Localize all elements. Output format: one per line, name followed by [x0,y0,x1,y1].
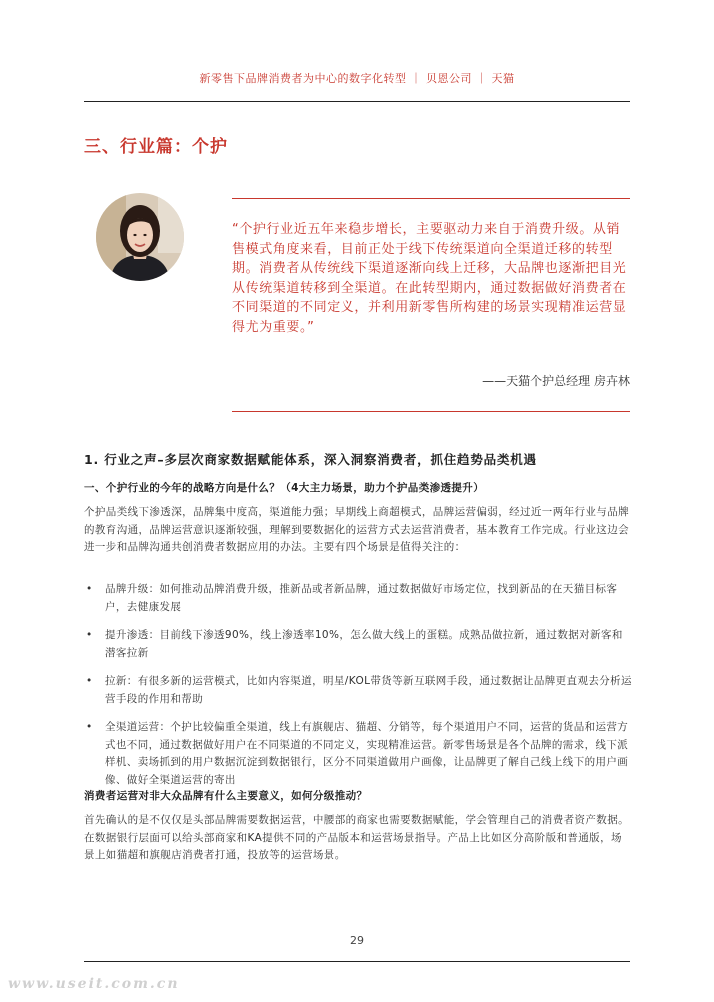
watermark: www.useit.com.cn [8,976,180,992]
question-heading-2: 消费者运营对非大众品牌有什么主要意义，如何分级推动？ [84,790,368,802]
body-paragraph-2: 首先确认的是不仅仅是头部品牌需要数据运营，中腰部的商家也需要数据赋能，学会管理自己的消费者资产数据。在数据银行层面可以给头部商家和KA提供不同的产品版本和运营场景指导。产品上比如区分高阶版和普通版，场景上如猫超和旗舰店消费者打通，投放等的运营场景。 [84,814,629,861]
page-number: 29 [350,934,364,947]
subsection-heading: 1. 行业之声–多层次商家数据赋能体系，深入洞察消费者，抓住趋势品类机遇 [84,452,537,467]
list-item [84,719,632,789]
list-item-text: 品牌升级：如何推动品牌消费升级，推新品或者新品牌，通过数据做好市场定位，找到新品的在天猫目标客户，去健康发展 [105,583,618,613]
bullet-icon: • [86,721,93,733]
bullet-icon: • [86,583,93,595]
list-item [84,627,632,662]
question-heading-1: 一、个护行业的今年的战略方向是什么？（4大主力场景，助力个护品类渗透提升） [84,482,485,494]
list-item-text: 全渠道运营：个护比较偏重全渠道，线上有旗舰店、猫超、分销等，每个渠道用户不同，运营的货品和运营方式也不同，通过数据做好用户在不同渠道的不同定义，实现精准运营。新零售场景是各个品牌的需求，线下派样机、卖场抓到的用户数据沉淀到数据银行，区分不同渠道做用户画像，让品牌更了解自己线上线下的用户画像、做好全渠道运营的寄出 [105,721,629,786]
quote-top-divider [232,198,630,199]
executive-quote: “个护行业近五年来稳步增长，主要驱动力来自于消费升级。从销售模式角度来看，目前正处于线下传统渠道向全渠道迁移的转型期。消费者从传统线下渠道逐渐向线上迁移，大品牌也逐渐把目光从传统渠道转移到全渠道。在此转型期内，通过数据做好消费者在不同渠道的不同定义，并利用新零售所构建的场景实现精准运营显得尤为重要。” [232,222,627,335]
scenario-list [84,581,632,800]
quote-bottom-divider [232,411,630,412]
avatar [96,193,184,281]
running-header: 新零售下品牌消费者为中心的数字化转型 ｜ 贝恩公司 ｜ 天猫 [199,72,515,85]
header-divider [84,101,630,102]
footer-divider [84,961,630,962]
body-paragraph-1: 个护品类线下渗透深，品牌集中度高，渠道能力强；早期线上商超模式，品牌运营偏弱，经过近一两年行业与品牌的教育沟通，品牌运营意识逐渐较强，理解到要数据化的运营方式去运营消费者，基本教育工作完成。行业这边会进一步和品牌沟通共创消费者数据应用的办法。主要有四个场景是值得关注的： [84,506,629,553]
portrait-image [96,193,184,281]
list-item-text: 拉新：有很多新的运营模式，比如内容渠道，明星/KOL带货等新互联网手段，通过数据让品牌更直观去分析运营手段的作用和帮助 [105,675,632,705]
quote-attribution: ——天猫个护总经理 房卉林 [482,374,630,388]
section-title: 三、行业篇：个护 [84,137,228,157]
list-item [84,581,632,616]
bullet-icon: • [86,675,93,687]
list-item [84,673,632,708]
list-item-text: 提升渗透：目前线下渗透90%，线上渗透率10%，怎么做大线上的蛋糕。成熟品做拉新，通过数据对新客和潜客拉新 [105,629,623,659]
bullet-icon: • [86,629,93,641]
